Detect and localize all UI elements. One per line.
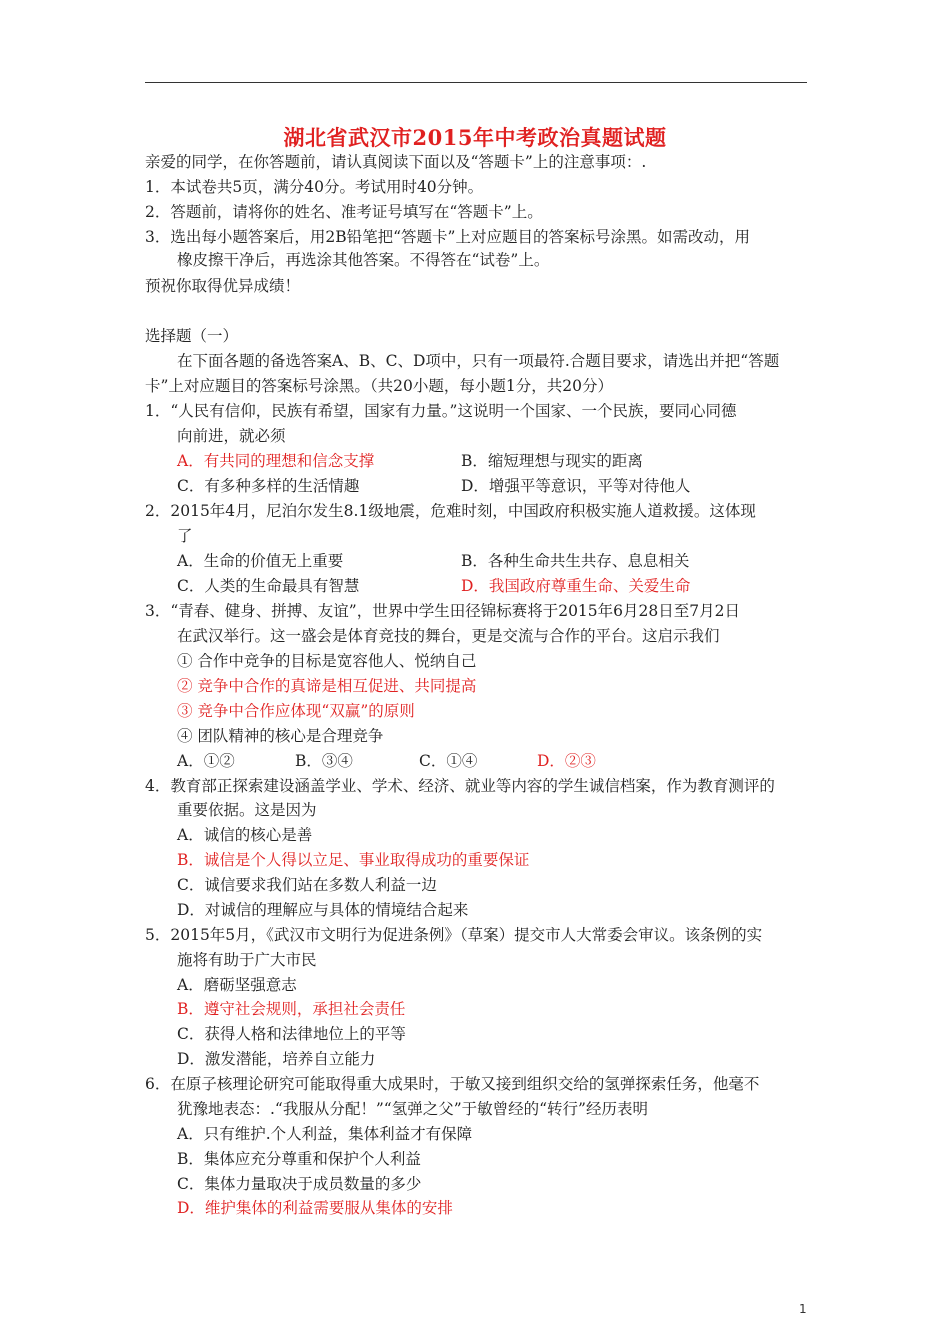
q4-option-d: D．对诚信的理解应与具体的情境结合起来 — [177, 901, 469, 919]
q2-option-b: B．各种生命共生共存、息息相关 — [461, 552, 690, 570]
intro-note-3a: 3．选出每小题答案后，用2B铅笔把“答题卡”上对应题目的答案标号涂黑。如需改动，用 — [145, 228, 750, 246]
q2-option-c: C．人类的生命最具有智慧 — [177, 577, 360, 595]
q3-option-a: A．①② — [177, 752, 235, 770]
q5-stem-a: 5．2015年5月，《武汉市文明行为促进条例》（草案）提交市人大常委会审议。该条例的实 — [145, 926, 763, 944]
intro-note-3b: 橡皮擦干净后，再选涂其他答案。不得答在“试卷”上。 — [177, 251, 550, 269]
q6-stem-a: 6．在原子核理论研究可能取得重大成果时，于敏又接到组织交给的氢弹探索任务，他毫不 — [145, 1075, 760, 1093]
q6-option-d: D．维护集体的利益需要服从集体的安排 — [177, 1199, 453, 1217]
q1-option-a: A．有共同的理想和信念支撑 — [177, 452, 375, 470]
q3-statement-1: ① 合作中竞争的目标是宽容他人、悦纳自己 — [177, 652, 477, 670]
page-title: 湖北省武汉市2015年中考政治真题试题 — [283, 125, 667, 150]
q3-option-b: B．③④ — [295, 752, 353, 770]
section-heading: 选择题（一） — [145, 327, 239, 345]
q4-stem-b: 重要依据。这是因为 — [177, 801, 317, 819]
section-instruction-a: 在下面各题的备选答案A、B、C、D项中，只有一项最符.合题目要求，请选出并把“答题 — [177, 352, 780, 370]
q6-option-b: B．集体应充分尊重和保护个人利益 — [177, 1150, 421, 1168]
intro-note-2: 2．答题前，请将你的姓名、准考证号填写在“答题卡”上。 — [145, 203, 543, 221]
page-number: 1 — [799, 1302, 807, 1316]
q4-stem-a: 4．教育部正探索建设涵盖学业、学术、经济、就业等内容的学生诚信档案，作为教育测评的 — [145, 777, 775, 795]
q2-stem-b: 了 — [177, 527, 193, 545]
q3-statement-2: ② 竞争中合作的真谛是相互促进、共同提高 — [177, 677, 477, 695]
q1-option-b: B．缩短理想与现实的距离 — [461, 452, 643, 470]
q3-option-c: C．①④ — [419, 752, 478, 770]
q3-statement-3: ③ 竞争中合作应体现“双赢”的原则 — [177, 702, 415, 720]
section-instruction-b: 卡”上对应题目的答案标号涂黑。（共20小题，每小题1分，共20分） — [145, 377, 613, 395]
q3-stem-b: 在武汉举行。这一盛会是体育竞技的舞台，更是交流与合作的平台。这启示我们 — [177, 627, 720, 645]
q4-option-c: C．诚信要求我们站在多数人利益一边 — [177, 876, 437, 894]
q5-option-a: A．磨砺坚强意志 — [177, 976, 297, 994]
q5-stem-b: 施将有助于广大市民 — [177, 951, 317, 969]
q3-statement-4: ④ 团队精神的核心是合理竞争 — [177, 727, 384, 745]
header-rule — [145, 82, 807, 83]
q1-stem-a: 1．“人民有信仰，民族有希望，国家有力量。”这说明一个国家、一个民族，要同心同德 — [145, 402, 737, 420]
q4-option-a: A．诚信的核心是善 — [177, 826, 313, 844]
q6-stem-b: 犹豫地表态：.“我服从分配！”“氢弹之父”于敏曾经的“转行”经历表明 — [177, 1100, 648, 1118]
q1-option-c: C．有多种多样的生活情趣 — [177, 477, 360, 495]
intro-note-1: 1．本试卷共5页，满分40分。考试用时40分钟。 — [145, 178, 484, 196]
q5-option-d: D．激发潜能，培养自立能力 — [177, 1050, 376, 1068]
q3-option-d: D．②③ — [537, 752, 596, 770]
q3-stem-a: 3．“青春、健身、拼搏、友谊”，世界中学生田径锦标赛将于2015年6月28日至7月2日 — [145, 602, 740, 620]
q4-option-b: B．诚信是个人得以立足、事业取得成功的重要保证 — [177, 851, 530, 869]
q2-option-d: D．我国政府尊重生命、关爱生命 — [461, 577, 691, 595]
q2-option-a: A．生命的价值无上重要 — [177, 552, 344, 570]
q1-option-d: D．增强平等意识，平等对待他人 — [461, 477, 691, 495]
intro-wish: 预祝你取得优异成绩！ — [145, 277, 301, 295]
intro-greeting: 亲爱的同学，在你答题前，请认真阅读下面以及“答题卡”上的注意事项：. — [145, 153, 647, 171]
q2-stem-a: 2．2015年4月，尼泊尔发生8.1级地震，危难时刻，中国政府积极实施人道救援。这体现 — [145, 502, 756, 520]
q1-stem-b: 向前进，就必须 — [177, 427, 286, 445]
q5-option-b: B．遵守社会规则，承担社会责任 — [177, 1000, 406, 1018]
q6-option-a: A．只有维护.个人利益，集体利益才有保障 — [177, 1125, 473, 1143]
q6-option-c: C．集体力量取决于成员数量的多少 — [177, 1175, 422, 1193]
q5-option-c: C．获得人格和法律地位上的平等 — [177, 1025, 406, 1043]
